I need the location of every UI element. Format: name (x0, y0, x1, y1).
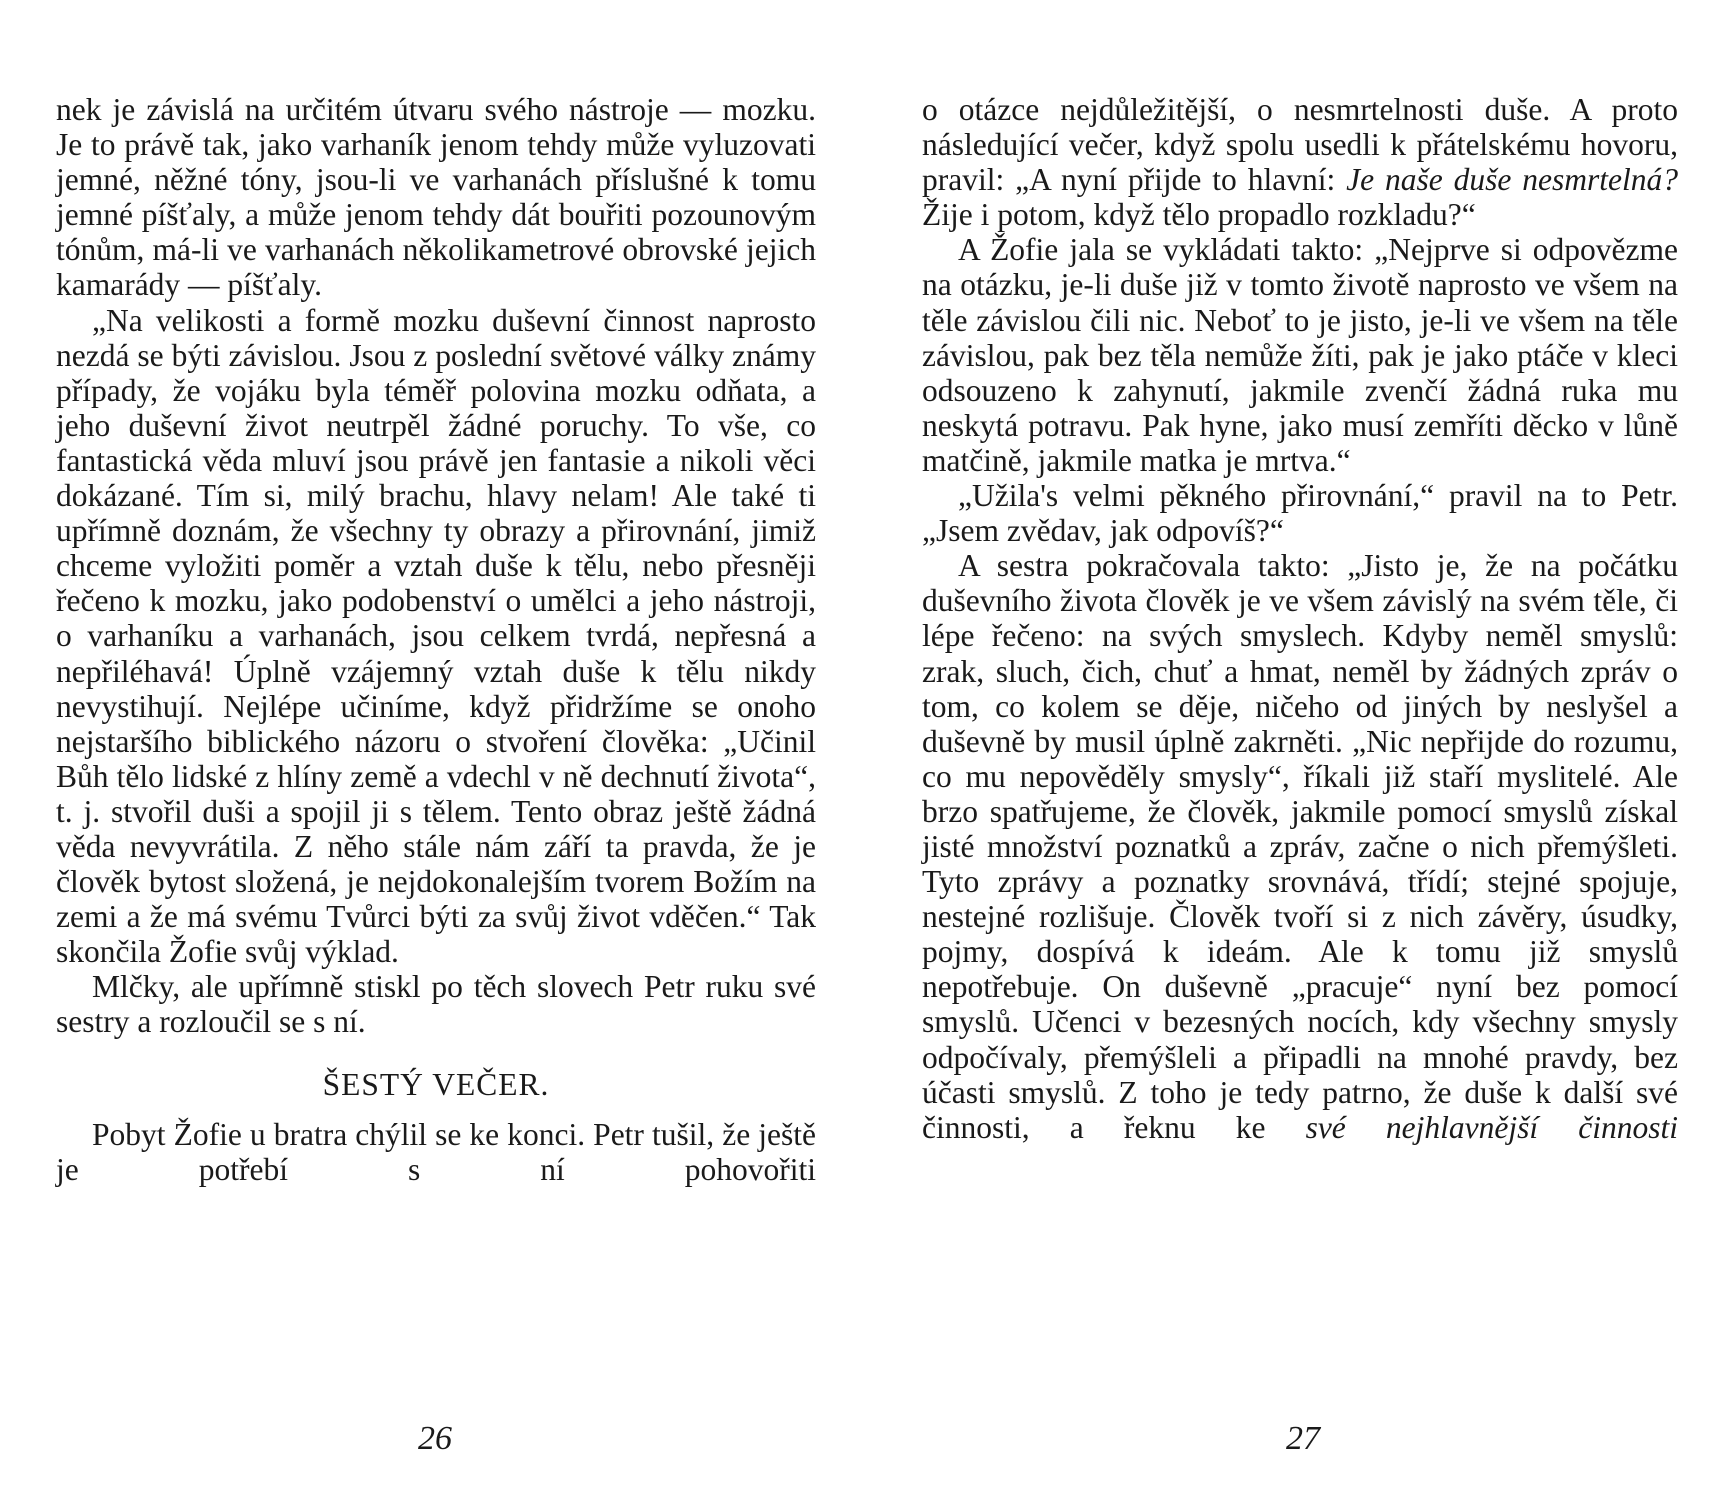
emphasis-text: Je naše duše nesmrtelná? (1346, 162, 1678, 198)
paragraph: Mlčky, ale upřímně stiskl po těch slovech Petr ruku své sestry a rozloučil se s ní. (56, 969, 816, 1040)
paragraph: „Na velikosti a formě mozku duševní činnost naprosto nezdá se býti závislou. Jsou z poslední světové války známy případy, že vojáku byla téměř polovina mozku odňata, a jeho duševní život neutrpěl žádné poruchy. To vše, co fantastická věda mluví jsou právě jen fantasie a nikoli věci dokázané. Tím si, milý brachu, hlavy nelam! Ale také ti upřímně doznám, že všechny ty obrazy a přirovnání, jimiž chceme vyložiti poměr a vztah duše k tělu, nebo přesněji řečeno k mozku, jako podobenství o umělci a jeho nástroji, o varhaníku a varhanách, jsou celkem tvrdá, nepřesná a nepřiléhavá! Úplně vzájemný vztah duše k tělu nikdy nevystihují. Nejlépe učiníme, když přidržíme se onoho nejstaršího biblického názoru o stvoření člověka: „Učinil Bůh tělo lidské z hlíny země a vdechl v ně dechnutí života“, t. j. stvořil duši a spojil ji s tělem. Tento obraz ještě žádná věda nevyvrátila. Z něho stále nám září ta pravda, že je člověk bytost složená, je nejdokonalejším tvorem Božím na zemi a že má svému Tvůrci býti za svůj život vděčen.“ Tak skončila Žofie svůj výklad. (56, 302, 816, 970)
paragraph: „Užila's velmi pěkného přirovnání,“ pravil na to Petr. „Jsem zvědav, jak odpovíš?“ (922, 478, 1678, 549)
paragraph: nek je závislá na určitém útvaru svého nástroje — mozku. Je to právě tak, jako varhaník jenom tehdy může vyluzovati jemné, něžné tóny, jsou-li ve varhanách příslušné k tomu jemné píšťaly, a může jenom tehdy dát bouřiti pozounovým tónům, má-li ve varhanách několikametrové obrovské jejich kamarády — píšťaly. (56, 92, 816, 303)
paragraph (922, 92, 1678, 232)
right-page (922, 92, 1678, 1145)
paragraph-text: Žije i potom, když tělo propadlo rozkladu?“ (922, 197, 1476, 233)
paragraph: A Žofie jala se vykládati takto: „Nejprve si odpovězme na otázku, je-li duše již v tomto životě naprosto ve všem na těle závislou čili nic. Neboť to je jisto, je-li ve všem na těle závislou, pak bez těla nemůže žíti, pak je jako ptáče v kleci odsouzeno k zahynutí, jakmile zvenčí žádná ruka mu neskytá potravu. Pak hyne, jako musí zemříti děcko v lůně matčině, jakmile matka je mrtva.“ (922, 232, 1678, 478)
paragraph: Pobyt Žofie u bratra chýlil se ke konci. Petr tušil, že ještě je potřebí s ní pohovořiti (56, 1116, 816, 1187)
left-page (56, 92, 816, 1187)
paragraph-text: A sestra pokračovala takto: „Jisto je, že na počátku duševního života člověk je ve všem závislý na svém těle, či lépe řečeno: na svých smyslech. Kdyby neměl smyslů: zrak, sluch, čich, chuť a hmat, neměl by žádných zpráv o tom, co kolem se děje, ničeho od jiných by neslyšel a duševně by musil úplně zakrněti. „Nic nepřijde do rozumu, co mu nepověděly smysly“, říkali již staří myslitelé. Ale brzo spatřujeme, že člověk, jakmile pomocí smyslů získal jisté množství poznatků a zpráv, začne o nich přemýšleti. Tyto zprávy a poznatky srovnává, třídí; stejné spojuje, nestejné rozlišuje. Člověk tvoří si z nich závěry, úsudky, pojmy, dospívá k ideám. Ale k tomu již smyslů nepotřebuje. On duševně „pracuje“ nyní bez pomocí smyslů. Učenci v bezesných nocích, kdy všechny smysly odpočívaly, přemýšleli a připadli na mnohé pravdy, bez účasti smyslů. Z toho je tedy patrno, že duše k další své činnosti, a řeknu ke (922, 548, 1678, 1145)
paragraph-text: o otázce nejdůležitější, o nesmrtelnosti duše. A proto následující večer, když spolu usedli k přátelskému hovoru, pravil: „A nyní přijde to hlavní: (922, 92, 1678, 198)
chapter-heading: ŠESTÝ VEČER. (322, 1066, 550, 1102)
page-number: 26 (418, 1420, 452, 1457)
page-number: 27 (1286, 1420, 1320, 1457)
paragraph (922, 548, 1678, 1145)
emphasis-text: své nejhlavnější činnosti (1305, 1109, 1678, 1145)
